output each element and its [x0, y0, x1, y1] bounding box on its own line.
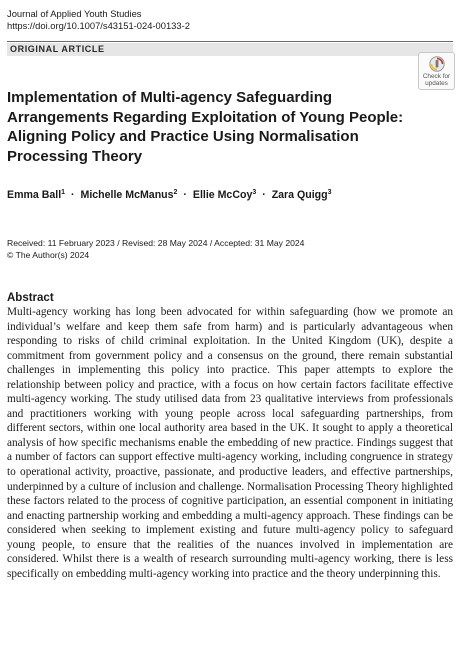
author-affiliation[interactable]: 2: [173, 189, 178, 196]
author-affiliation[interactable]: 3: [327, 189, 332, 196]
check-for-updates-button[interactable]: [418, 52, 455, 90]
author-list: [7, 188, 332, 202]
publication-dates: Received: 11 February 2023 / Revised: 28 May 2024 / Accepted: 31 May 2024: [7, 238, 305, 248]
author-affiliation[interactable]: 1: [61, 189, 66, 196]
author-separator: ·: [71, 189, 75, 201]
author-separator: ·: [262, 189, 266, 201]
author-name[interactable]: Ellie McCoy: [192, 189, 253, 201]
check-updates-line1: Check for: [422, 73, 451, 80]
author-name[interactable]: Emma Ball: [7, 189, 62, 201]
article-type-banner: ORIGINAL ARTICLE: [7, 43, 453, 56]
author-affiliation[interactable]: 3: [252, 189, 257, 196]
check-updates-label: [419, 73, 454, 87]
header-divider: [7, 41, 453, 42]
abstract-text: Multi-agency working has long been advocated for within safeguarding (how we promote an individual’s welfare and keep them safe from harm) and is particularly advantageous when responding to risks of child criminal exploitation. In the United Kingdom (UK), despite a commitment from government policy and a consensus on the ground, there remain substantial challenges in implementing this policy into practice. This paper attempts to explore the relationship between policy and practice, with a focus on how certain factors facilitate effective multi-agency working. The study utilised data from 23 qualitative interviews from professionals and practitioners working with young people across local safeguarding partnerships, from different sectors, within one local authority area based in the UK. It sought to apply a theoretical analysis of how specific mechanisms enable the embedding of new practice. Findings suggest that a number of factors can support effective multi-agency working, including congruence in strategy to operational activity, proactive, passionate, and productive leaders, and effective partnerships, underpinned by a culture of inclusion and challenge. Normalisation Processing Theory highlighted these factors related to the process of cognitive participation, an essential component in initiating and enacting partnership working and embedding a multi-agency approach. These findings can be considered when seeking to implement existing and future multi-agency policy to safeguard young people, to ensure that the realities of the nuances involved in implementation are considered. Whilst there is a wealth of research surrounding multi-agency working, there is less specifically on embedding multi-agency working into practice and the theory underpinning this.: [7, 306, 453, 580]
check-updates-icon: [429, 56, 445, 72]
author-name[interactable]: Zara Quigg: [271, 189, 328, 201]
journal-name: Journal of Applied Youth Studies: [7, 8, 142, 19]
author-separator: ·: [183, 189, 187, 201]
check-updates-line2: updates: [425, 80, 448, 87]
copyright-notice: © The Author(s) 2024: [7, 250, 90, 260]
article-title: Implementation of Multi-agency Safeguarding Arrangements Regarding Exploitation of Young People: Aligning Policy and Practice Using Normalisation Processing Theory: [7, 89, 404, 165]
doi-link[interactable]: https://doi.org/10.1007/s43151-024-00133-2: [7, 20, 190, 31]
abstract-heading: Abstract: [7, 292, 54, 304]
author-name[interactable]: Michelle McManus: [80, 189, 174, 201]
